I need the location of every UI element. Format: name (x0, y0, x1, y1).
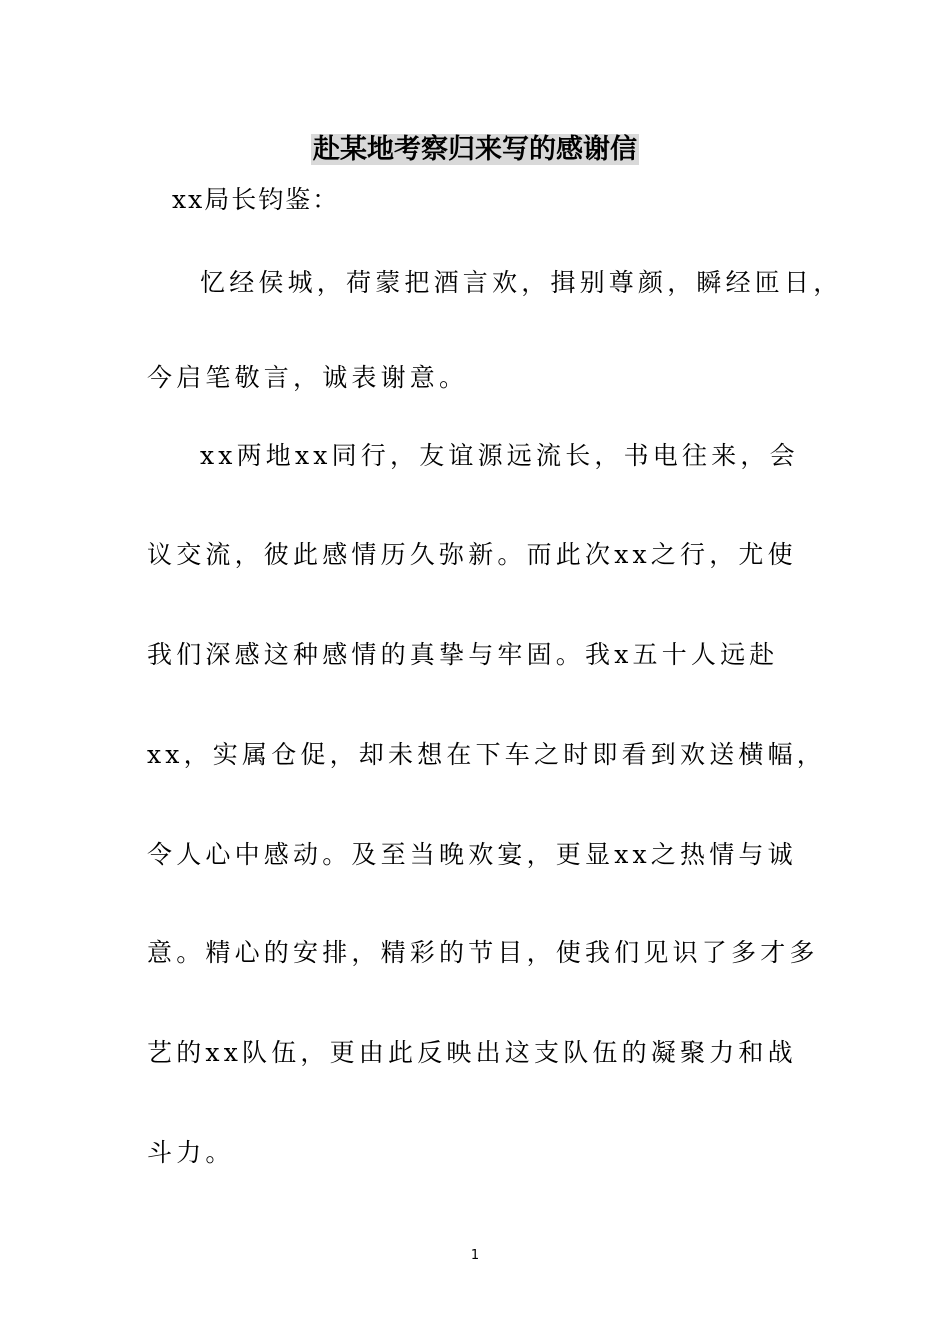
body-line-3: xx两地xx同行，友谊源远流长，书电往来，会 (200, 441, 799, 470)
body-line-5: 我们深感这种感情的真挚与牢固。我x五十人远赴 (147, 640, 779, 669)
salutation: xx局长钧鉴： (172, 185, 340, 214)
body-line-2: 今启笔敬言，诚表谢意。 (147, 363, 469, 392)
body-line-1: 忆经侯城，荷蒙把酒言欢，揖别尊颜，瞬经匝日， (200, 268, 843, 297)
page-number: 1 (470, 1248, 480, 1263)
body-line-10: 斗力。 (147, 1138, 235, 1167)
body-line-4: 议交流，彼此感情历久弥新。而此次xx之行，尤使 (147, 540, 797, 569)
body-line-8: 意。精心的安排，精彩的节目，使我们见识了多才多 (147, 938, 819, 967)
document-title-text: 赴某地考察归来写的感谢信 (313, 134, 637, 165)
body-line-7: 令人心中感动。及至当晚欢宴，更显xx之热情与诚 (147, 840, 797, 869)
body-line-6: xx，实属仓促，却未想在下车之时即看到欢送横幅， (147, 740, 827, 769)
document-title (0, 130, 950, 170)
body-line-9: 艺的xx队伍，更由此反映出这支队伍的凝聚力和战 (147, 1038, 797, 1067)
